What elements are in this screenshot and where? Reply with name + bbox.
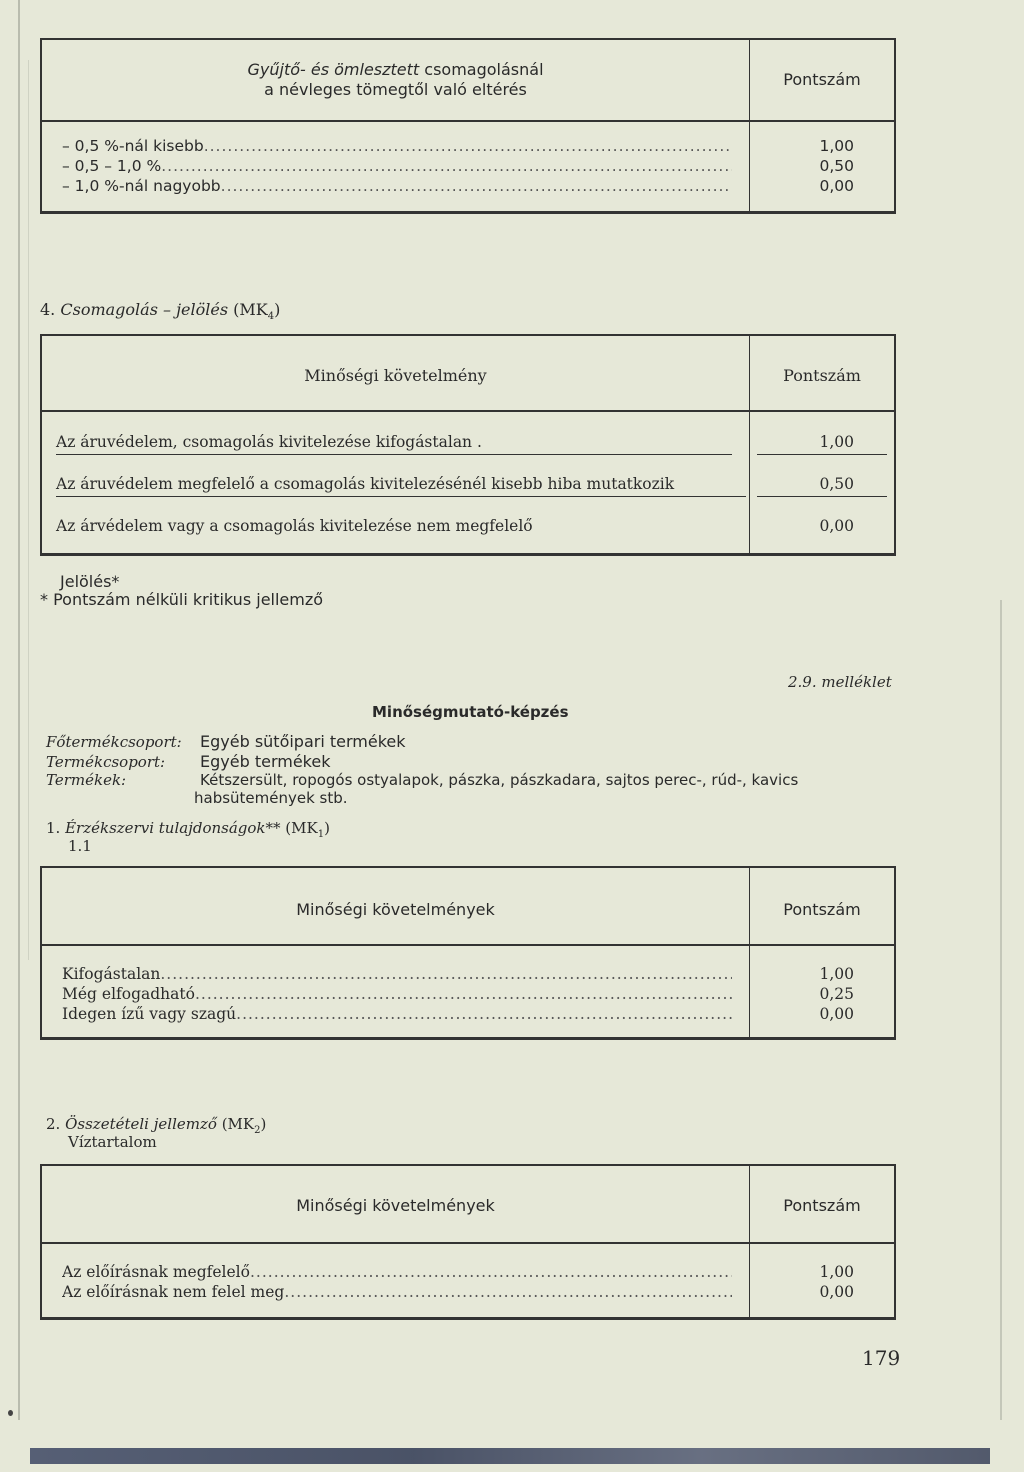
- table-header-score: Pontszám: [783, 70, 861, 89]
- classification-value-cont: habsütemények stb.: [194, 789, 348, 807]
- page-edge-inner: [28, 60, 29, 960]
- classification-key: Főtermékcsoport:: [46, 733, 182, 751]
- table-cell-score: 1,00: [819, 965, 854, 983]
- table-cell-score: 1,00: [819, 1263, 854, 1281]
- row-separator: [757, 454, 887, 455]
- table-cell-score: 0,00: [819, 1283, 854, 1301]
- table-sensory: [40, 866, 896, 1040]
- header-separator: [42, 120, 894, 122]
- table-row: – 0,5 – 1,0 % .....: [62, 156, 732, 176]
- table-header-requirement: Minőségi követelmények: [296, 900, 495, 919]
- table-row: – 0,5 %-nál kisebb .....: [62, 136, 732, 156]
- marking-note: Jelölés*: [60, 572, 120, 591]
- table-row: Az áruvédelem megfelelő a csomagolás kivitelezésénél kisebb hiba mutatkozik: [56, 475, 675, 493]
- table-row: Az előírásnak nem felel meg .....: [62, 1282, 732, 1302]
- section-heading-1: 1. Érzékszervi tulajdonságok** $(MK_1)$: [46, 819, 330, 840]
- section-heading-4: 4. Csomagolás – jelölés $(MK_4)$: [40, 300, 281, 323]
- classification-value: Egyéb sütőipari termékek: [200, 732, 406, 751]
- table-header-score: Pontszám: [783, 1196, 861, 1215]
- table-row: Még elfogadható .....: [62, 984, 732, 1004]
- table-packaging: [40, 334, 896, 556]
- classification-key: Termékcsoport:: [46, 753, 166, 771]
- classification-value: Kétszersült, ropogós ostyalapok, pászka, pászkadara, sajtos perec-, rúd-, kavics: [200, 771, 799, 789]
- page-number: 179: [862, 1346, 901, 1370]
- header-separator: [42, 1242, 894, 1244]
- scan-edge-strip: [30, 1448, 990, 1464]
- table-cell-score: 0,50: [819, 157, 854, 175]
- scan-mark: [8, 1410, 13, 1416]
- subsection-number: 1.1: [68, 837, 92, 855]
- table-cell-score: 0,50: [819, 475, 854, 493]
- classification-value: Egyéb termékek: [200, 752, 331, 771]
- table-cell-score: 1,00: [819, 137, 854, 155]
- table-weight-deviation: [40, 38, 896, 214]
- table-row: Idegen ízű vagy szagú .....: [62, 1004, 732, 1024]
- row-separator: [56, 496, 746, 497]
- section-heading-2: 2. Összetételi jellemző $(MK_2)$: [46, 1115, 267, 1136]
- table-cell-score: 0,25: [819, 985, 854, 1003]
- table-cell-score: 0,00: [819, 177, 854, 195]
- table-row: Az előírásnak megfelelő .....: [62, 1262, 732, 1282]
- table-water-content: [40, 1164, 896, 1320]
- section-subtitle: Víztartalom: [68, 1133, 157, 1151]
- table-row: Az árvédelem vagy a csomagolás kivitelezése nem megfelelő: [56, 517, 533, 535]
- header-separator: [42, 944, 894, 946]
- table-row: Az áruvédelem, csomagolás kivitelezése kifogástalan .: [56, 433, 482, 451]
- classification-key: Termékek:: [46, 771, 127, 789]
- table-header-score: Pontszám: [783, 900, 861, 919]
- table-header-requirement: Minőségi követelmény: [304, 366, 487, 385]
- table-header-requirement: Minőségi követelmények: [296, 1196, 495, 1215]
- page-edge-right: [1000, 600, 1002, 1420]
- footnote: * Pontszám nélküli kritikus jellemző: [40, 590, 324, 609]
- table-row: Kifogástalan .....: [62, 964, 732, 984]
- table-header-requirement: Gyűjtő- és ömlesztett csomagolásnál a névleges tömegtől való eltérés: [247, 60, 544, 99]
- row-separator: [56, 454, 732, 455]
- table-cell-score: 1,00: [819, 433, 854, 451]
- table-row: – 1,0 %-nál nagyobb .....: [62, 176, 732, 196]
- row-separator: [757, 496, 887, 497]
- page-edge-left: [18, 0, 20, 1420]
- table-cell-score: 0,00: [819, 1005, 854, 1023]
- table-cell-score: 0,00: [819, 517, 854, 535]
- table-header-score: Pontszám: [783, 366, 861, 385]
- annex-title: Minőségmutató-képzés: [372, 703, 569, 721]
- header-separator: [42, 410, 894, 412]
- annex-label: 2.9. melléklet: [788, 673, 892, 691]
